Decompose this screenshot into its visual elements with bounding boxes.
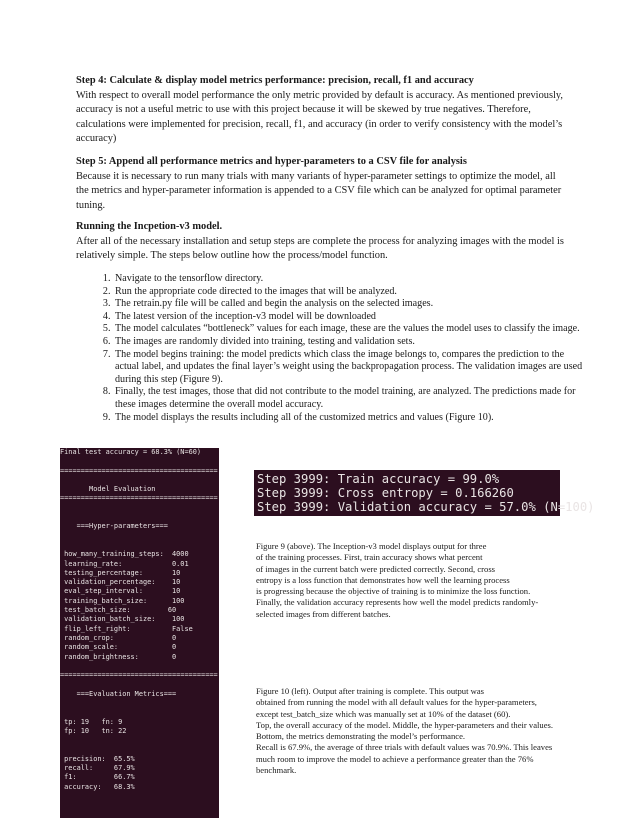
terminal-line [60, 736, 219, 745]
caption-line: benchmark. [256, 765, 297, 776]
caption-line: Recall is 67.9%, the average of three trials with default values was 70.9%. This leaves [256, 742, 553, 753]
terminal-line: training_batch_size: 100 [60, 596, 185, 605]
list-item: 3. The retrain.py file will be called and begin the analysis on the selected images. [113, 298, 583, 311]
terminal-line: accuracy: 68.3% [60, 782, 135, 791]
caption-line: Figure 10 (left). Output after training is complete. This output was [256, 686, 485, 696]
caption-line: is progressing because the objective of training is to minimize the loss function. [256, 586, 531, 597]
caption-line: except test_batch_size which was manually set at 10% of the dataset (60). [256, 708, 511, 719]
figure9-terminal-output [254, 470, 595, 516]
terminal-line [60, 476, 219, 485]
terminal-line: flip_left_right: False [60, 624, 193, 633]
terminal-line: f1: 66.7% [60, 773, 135, 782]
terminal-line: precision: 65.5% [60, 754, 135, 763]
list-item: 1. Navigate to the tensorflow directory. [113, 273, 583, 286]
terminal-line: random_scale: 0 [60, 643, 177, 652]
running-body: After all of the necessary installation and setup steps are complete the process for analyzing images with the model is relatively simple. The steps below outline how the process/model function. [76, 235, 564, 262]
list-item: 8. Finally, the test images, those that did not contribute to the model training, are analyzed. The predictions made for these images determine the overall model accuracy. [113, 386, 583, 411]
terminal-line: random_brightness: 0 [60, 652, 177, 661]
terminal-line: Step 3999: Train accuracy = 99.0% [257, 472, 500, 486]
caption-line: of the training processes. First, train accuracy shows what percent [256, 552, 483, 563]
terminal-line: ===Evaluation Metrics=== [60, 689, 177, 698]
list-item: 5. The model calculates “bottleneck” values for each image, these are the values the model uses to classify the image. [113, 323, 583, 336]
terminal-line: eval_step_interval: 10 [60, 587, 181, 596]
terminal-line: recall: 67.9% [60, 764, 135, 773]
terminal-line: Model Evaluation [60, 485, 156, 494]
terminal-line: learning_rate: 0.01 [60, 559, 189, 568]
terminal-line: fp: 10 tn: 22 [60, 726, 127, 735]
list-item: 4. The latest version of the inception-v3 model will be downloaded [113, 311, 583, 324]
terminal-line: Step 3999: Validation accuracy = 57.0% (N=100) [257, 500, 595, 514]
step5-heading: Step 5: Append all performance metrics and hyper-parameters to a CSV file for analysis [76, 156, 467, 167]
caption-line: Bottom, the metrics demonstrating the model’s performance. [256, 731, 466, 742]
terminal-line [60, 746, 219, 755]
list-item: 9. The model displays the results including all of the customized metrics and values (Figure 10). [113, 412, 583, 425]
figure10-terminal-output [60, 448, 219, 818]
terminal-line [60, 513, 219, 522]
running-heading: Running the Incpetion-v3 model. [76, 221, 223, 232]
step4-heading: Step 4: Calculate & display model metrics performance: precision, recall, f1 and accuracy [76, 75, 474, 86]
terminal-line [60, 532, 219, 541]
caption-line: obtained from running the model with all default values for the hyper-parameters, [256, 697, 537, 708]
terminal-line [60, 680, 219, 689]
terminal-line [60, 699, 219, 708]
caption-line: much room to improve the model to achieve a performance greater than the 76% [256, 753, 534, 764]
step5-section [76, 155, 564, 213]
step4-section [76, 74, 564, 147]
terminal-line: tp: 19 fn: 9 [60, 717, 123, 726]
figure10-caption [256, 686, 553, 776]
terminal-line: ====================================== [60, 494, 218, 503]
caption-line: of images in the current batch were predicted correctly. Second, cross [256, 563, 496, 574]
steps-list [76, 273, 583, 424]
terminal-line [60, 662, 219, 671]
figure9-caption [256, 541, 538, 620]
terminal-line [60, 541, 219, 550]
caption-line: Top, the overall accuracy of the model. Middle, the hyper-parameters and their values. [256, 719, 554, 730]
terminal-line: ====================================== [60, 466, 218, 475]
terminal-line: testing_percentage: 10 [60, 568, 181, 577]
caption-line: entropy is a loss function that demonstrates how well the learning process [256, 574, 510, 585]
terminal-line [60, 708, 219, 717]
terminal-line: random_crop: 0 [60, 633, 177, 642]
terminal-line: ===Hyper-parameters=== [60, 522, 168, 531]
terminal-line [60, 457, 219, 466]
terminal-line: validation_batch_size: 100 [60, 615, 185, 624]
list-item: 6. The images are randomly divided into training, testing and validation sets. [113, 336, 583, 349]
terminal-line: how_many_training_steps: 4000 [60, 550, 189, 559]
step4-body: With respect to overall model performance the only metric provided by default is accuracy. As mentioned previously, accuracy is not a useful metric to use with this project because it will be skewed by true negatives. Therefore, calculations were implemented for precision, recall, f1, and accuracy (in order to verify consistency with the model’s accuracy) [76, 89, 564, 145]
running-section [76, 220, 564, 264]
terminal-line [60, 504, 219, 513]
caption-line: Figure 9 (above). The Inception-v3 model displays output for three [256, 541, 487, 551]
caption-line: selected images from different batches. [256, 608, 391, 619]
terminal-line: Step 3999: Cross entropy = 0.166260 [257, 486, 514, 500]
caption-line: Finally, the validation accuracy represents how well the model predicts randomly- [256, 597, 539, 608]
terminal-line: validation_percentage: 10 [60, 578, 181, 587]
terminal-line: ====================================== [60, 671, 218, 680]
list-item: 2. Run the appropriate code directed to the images that will be analyzed. [113, 286, 583, 299]
step5-body: Because it is necessary to run many trials with many variants of hyper-parameter settings to optimize the model, all the metrics and hyper-parameter information is appended to a CSV file which can be analyzed for optimal parameter tuning. [76, 170, 562, 211]
list-item: 7. The model begins training: the model predicts which class the image belongs to, compares the prediction to the actual label, and updates the final layer’s weight using the backpropagation process. The validation images are used during this step (Figure 9). [113, 349, 583, 387]
terminal-line: test_batch_size: 60 [60, 606, 177, 615]
terminal-line: Final test accuracy = 68.3% (N=60) [60, 448, 202, 456]
